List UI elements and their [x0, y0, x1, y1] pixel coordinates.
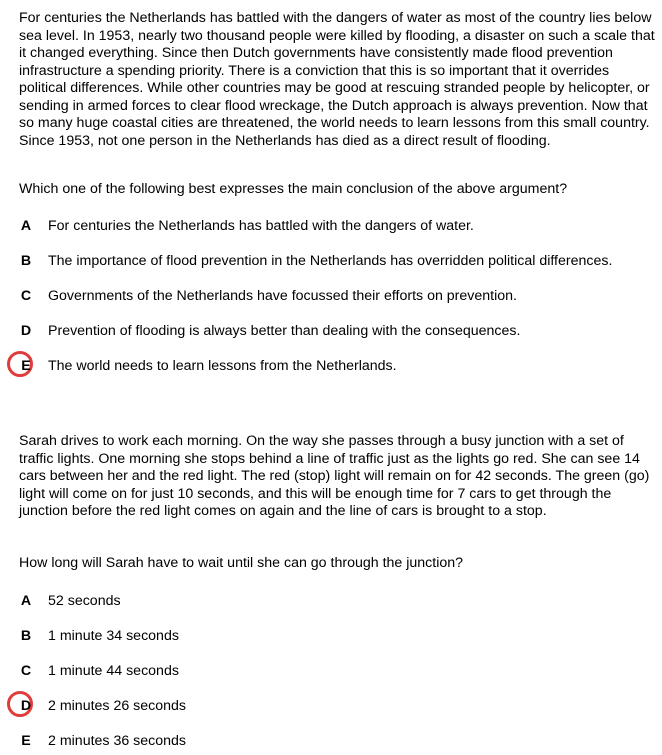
q1-option-c[interactable] [19, 286, 659, 306]
option-text: Governments of the Netherlands have focussed their efforts on prevention. [48, 288, 517, 304]
option-letter: C [20, 663, 32, 679]
option-letter: D [20, 698, 32, 714]
option-letter: E [21, 358, 31, 374]
option-letter: A [20, 593, 32, 609]
option-letter: B [20, 628, 32, 644]
q1-option-a[interactable] [19, 216, 659, 236]
option-text: For centuries the Netherlands has battled with the dangers of water. [48, 218, 474, 234]
q2-option-a[interactable] [19, 591, 659, 611]
option-letter: E [21, 733, 31, 749]
option-text: 52 seconds [48, 593, 121, 609]
q2-option-e[interactable] [19, 731, 659, 751]
q1-option-d[interactable] [19, 321, 659, 341]
option-text: The world needs to learn lessons from the Netherlands. [48, 358, 397, 374]
option-letter: C [20, 288, 32, 304]
q1-passage: For centuries the Netherlands has battled with the dangers of water as most of the country lies below sea level. In 1953, nearly two thousand people were killed by flooding, a disaster on such a scale that it changed everything. Since then Dutch governments have consistently made flood prevention infrastructure a spending priority. There is a conviction that this is so important that it overrides political differences. While other countries may be good at rescuing stranded people by helicopter, or sending in armed forces to clear flood wreckage, the Dutch approach is always prevention. Now that so many huge coastal cities are threatened, the world needs to learn lessons from this small country. Since 1953, not one person in the Netherlands has died as a direct result of flooding. [19, 10, 655, 149]
option-text: 1 minute 34 seconds [48, 628, 179, 644]
option-letter: B [20, 253, 32, 269]
option-text: Prevention of flooding is always better than dealing with the consequences. [48, 323, 521, 339]
option-text: The importance of flood prevention in the Netherlands has overridden political differences. [48, 253, 613, 269]
q1-option-b[interactable] [19, 251, 659, 271]
option-text: 2 minutes 26 seconds [48, 698, 187, 714]
q2-option-c[interactable] [19, 661, 659, 681]
q2-question: How long will Sarah have to wait until she can go through the junction? [19, 555, 464, 571]
q2-passage: Sarah drives to work each morning. On the way she passes through a busy junction with a set of traffic lights. One morning she stops behind a line of traffic just as the lights go red. She can see 14 cars between her and the red light. The red (stop) light will remain on for 42 seconds. The green (go) light will come on for just 10 seconds, and this will be enough time for 7 cars to get through the junction before the red light comes on again and the line of cars is brought to a stop. [19, 433, 650, 519]
option-text: 1 minute 44 seconds [48, 663, 179, 679]
q1-question: Which one of the following best expresses the main conclusion of the above argument? [19, 181, 568, 197]
option-text: 2 minutes 36 seconds [48, 733, 187, 749]
q1-option-e[interactable] [19, 356, 659, 376]
q2-option-b[interactable] [19, 626, 659, 646]
q2-option-d[interactable] [19, 696, 659, 716]
option-letter: A [20, 218, 32, 234]
option-letter: D [20, 323, 32, 339]
